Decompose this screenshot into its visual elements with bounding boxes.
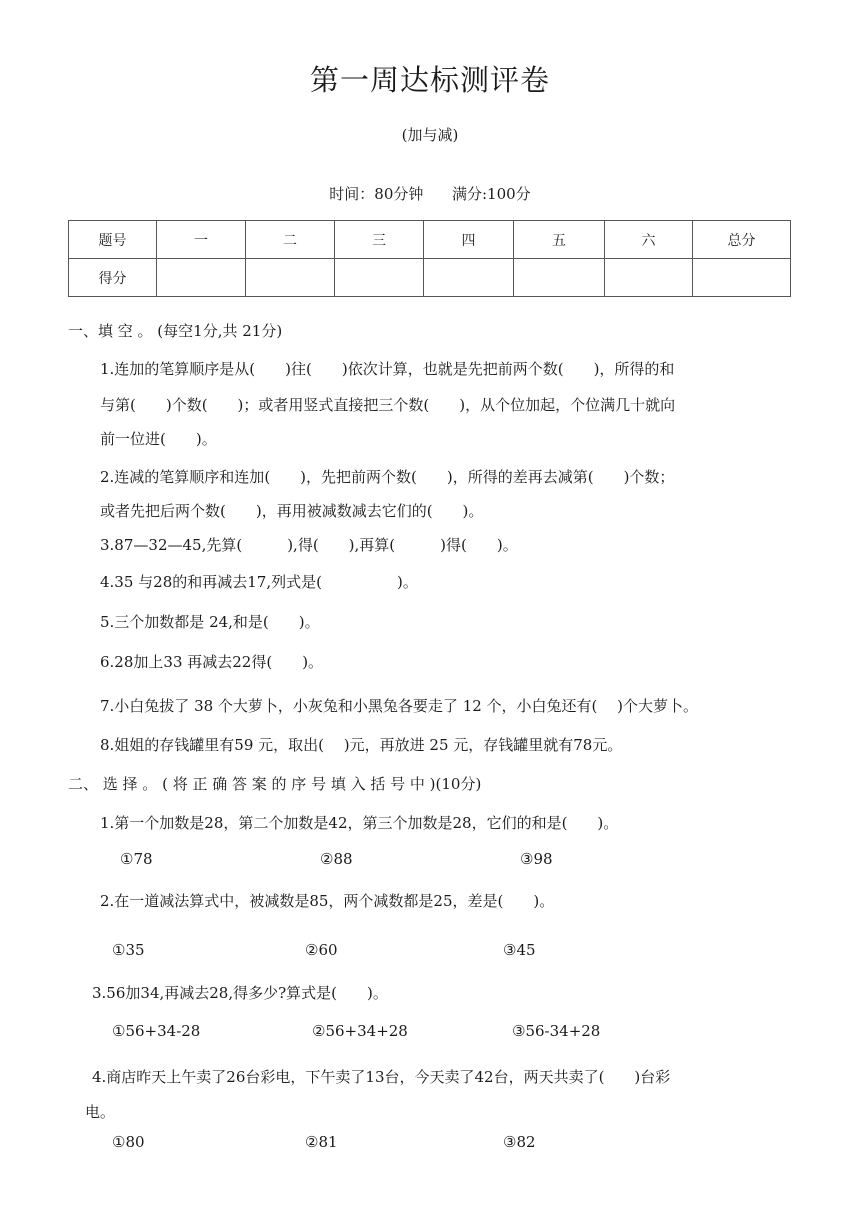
score-cell[interactable] xyxy=(335,259,424,297)
score-table-header-row xyxy=(69,221,791,259)
score-cell[interactable] xyxy=(605,259,693,297)
score-header-cell: 三 xyxy=(335,221,424,259)
section2-heading: 二、 选 择 。 ( 将 正 确 答 案 的 序 号 填 入 括 号 中 )(10分) xyxy=(68,775,482,793)
score-header-cell: 题号 xyxy=(69,221,157,259)
s2-q2-option-3[interactable]: ③45 xyxy=(503,941,536,959)
s1-q1-line1: 1.连加的笔算顺序是从( )往( )依次计算，也就是先把前两个数( )，所得的和 xyxy=(100,360,675,378)
s2-q1-option-3[interactable]: ③98 xyxy=(520,850,553,868)
s2-q3-option-1[interactable]: ①56+34-28 xyxy=(112,1022,201,1040)
score-header-cell: 五 xyxy=(514,221,605,259)
s2-q4-option-1[interactable]: ①80 xyxy=(112,1133,145,1151)
s1-q1-line2: 与第( )个数( )；或者用竖式直接把三个数( )，从个位加起，个位满几十就向 xyxy=(100,396,676,414)
score-cell[interactable] xyxy=(514,259,605,297)
s2-q3-option-2[interactable]: ②56+34+28 xyxy=(312,1022,408,1040)
s1-q2-line2: 或者先把后两个数( )，再用被减数减去它们的( )。 xyxy=(100,502,484,520)
s2-q2-option-1[interactable]: ①35 xyxy=(112,941,145,959)
score-table xyxy=(68,220,791,297)
s1-q4: 4.35 与28的和再减去17,列式是( )。 xyxy=(100,573,418,591)
score-table-score-row xyxy=(69,259,791,297)
s2-q3: 3.56加34,再减去28,得多少?算式是( )。 xyxy=(92,984,388,1002)
s2-q4-option-3[interactable]: ③82 xyxy=(503,1133,536,1151)
s2-q2-option-2[interactable]: ②60 xyxy=(305,941,338,959)
score-header-cell: 二 xyxy=(246,221,335,259)
s1-q5: 5.三个加数都是 24,和是( )。 xyxy=(100,613,320,631)
score-cell[interactable] xyxy=(157,259,246,297)
s2-q4-line2: 电。 xyxy=(85,1103,116,1121)
score-cell[interactable] xyxy=(693,259,791,297)
score-cell[interactable] xyxy=(424,259,514,297)
s2-q4-option-2[interactable]: ②81 xyxy=(305,1133,338,1151)
score-cell[interactable] xyxy=(246,259,335,297)
section1-heading: 一、填 空 。 (每空1分,共 21分) xyxy=(68,322,283,340)
s2-q1-option-1[interactable]: ①78 xyxy=(120,850,153,868)
s2-q1-option-2[interactable]: ②88 xyxy=(320,850,353,868)
s2-q3-option-3[interactable]: ③56-34+28 xyxy=(512,1022,601,1040)
s2-q2: 2.在一道减法算式中，被减数是85，两个减数都是25，差是( )。 xyxy=(100,892,555,910)
score-row-label: 得分 xyxy=(69,259,157,297)
score-header-cell: 总分 xyxy=(693,221,791,259)
page-title: 第一周达标测评卷 xyxy=(309,63,550,97)
s2-q4-line1: 4.商店昨天上午卖了26台彩电，下午卖了13台，今天卖了42台，两天共卖了( )台彩 xyxy=(92,1068,671,1086)
page-subtitle: (加与减) xyxy=(401,126,459,144)
score-header-cell: 六 xyxy=(605,221,693,259)
s1-q1-line3: 前一位进( )。 xyxy=(100,430,217,448)
score-header-cell: 一 xyxy=(157,221,246,259)
s2-q1: 1.第一个加数是28，第二个加数是42，第三个加数是28，它们的和是( )。 xyxy=(100,814,619,832)
s1-q8: 8.姐姐的存钱罐里有59 元，取出( )元，再放进 25 元，存钱罐里就有78元。 xyxy=(100,736,623,754)
score-header-cell: 四 xyxy=(424,221,514,259)
time-and-score-info: 时间：80分钟 满分:100分 xyxy=(329,185,531,203)
s1-q3: 3.87—32—45,先算( ),得( ),再算( )得( )。 xyxy=(100,536,518,554)
s1-q7: 7.小白兔拔了 38 个大萝卜，小灰兔和小黑兔各要走了 12 个，小白兔还有( )个大萝卜。 xyxy=(100,697,699,715)
s1-q6: 6.28加上33 再减去22得( )。 xyxy=(100,653,324,671)
s1-q2-line1: 2.连减的笔算顺序和连加( )，先把前两个数( )，所得的差再去减第( )个数； xyxy=(100,468,675,486)
